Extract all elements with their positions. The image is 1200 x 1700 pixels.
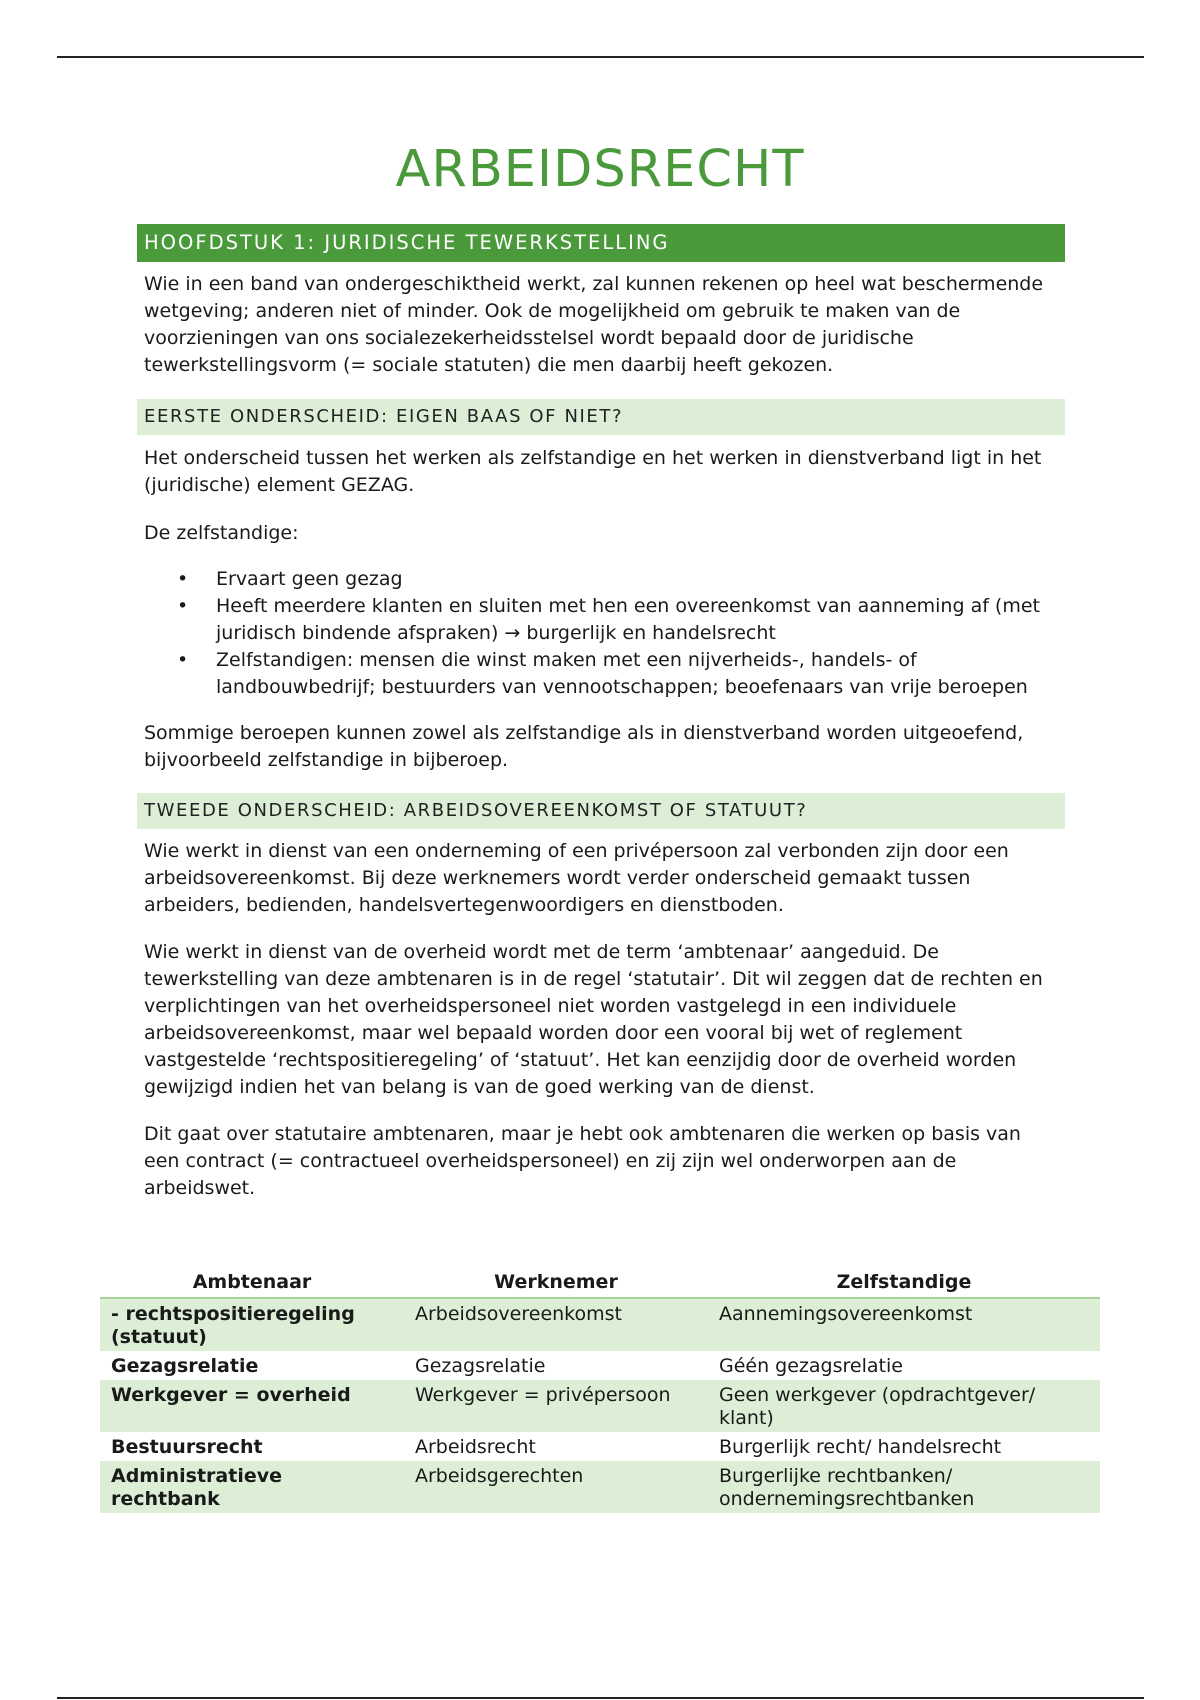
paragraph-ambtenaar: Wie werkt in dienst van de overheid wordt met de term ‘ambtenaar’ aangeduid. De tewerkstelling van deze ambtenaren is in de regel ‘statutair’. Dit wil zeggen dat de rechten en verplichtingen van het overheidspersoneel niet worden vastgelegd in een individuele arbeidsovereenkomst, maar wel bepaald worden door een vooral bij wet of reglement vastgestelde ‘rechtspositieregeling’ of ‘statuut’. Het kan eenzijdig door de overheid worden gewijzigd indien het van belang is van de goed werking van de dienst.	[144, 941, 1043, 1098]
table-cell: Arbeidsgerechten	[404, 1461, 708, 1513]
table-cell: Gezagsrelatie	[415, 1355, 546, 1377]
top-rule	[57, 56, 1144, 58]
section-heading-eerste-onderscheid: EERSTE ONDERSCHEID: EIGEN BAAS OF NIET?	[137, 399, 1065, 435]
table-row	[100, 1351, 1100, 1380]
table-cell: Werkgever = overheid	[100, 1380, 404, 1432]
table-row	[100, 1298, 1100, 1351]
table-cell: Administratieve rechtbank	[100, 1461, 404, 1513]
table-cell: Arbeidsovereenkomst	[404, 1298, 708, 1351]
table-cell: - rechtspositieregeling (statuut)	[100, 1298, 404, 1351]
list-item: • Ervaart geen gezag	[137, 566, 1065, 593]
list-item: • Zelfstandigen: mensen die winst maken met een nijverheids-, handels- of landbouwbedrijf; bestuurders van vennootschappen; beoefenaars van vrije beroepen	[137, 647, 1065, 701]
table-cell: Aannemingsovereenkomst	[708, 1298, 1100, 1351]
column-header-werknemer: Werknemer	[404, 1267, 708, 1298]
section-heading-tweede-onderscheid: TWEEDE ONDERSCHEID: ARBEIDSOVEREENKOMST OF STATUUT?	[137, 793, 1065, 829]
chapter-heading: HOOFDSTUK 1: JURIDISCHE TEWERKSTELLING	[137, 224, 1065, 262]
paragraph-zelfstandige-label: De zelfstandige:	[144, 522, 299, 544]
table-cell: Werkgever = privépersoon	[404, 1380, 708, 1432]
column-header-zelfstandige: Zelfstandige	[708, 1267, 1100, 1298]
paragraph-statutaire-ambtenaren: Dit gaat over statutaire ambtenaren, maar je hebt ook ambtenaren die werken op basis van een contract (= contractueel overheidspersoneel) en zij zijn wel onderworpen aan de arbeidswet.	[144, 1123, 1021, 1199]
table-cell: Burgerlijke rechtbanken/ ondernemingsrechtbanken	[708, 1461, 1100, 1513]
table-cell: Arbeidsrecht	[415, 1436, 536, 1458]
column-header-ambtenaar: Ambtenaar	[100, 1267, 404, 1298]
table-cell: Geen werkgever (opdrachtgever/ klant)	[708, 1380, 1100, 1432]
zelfstandige-bullet-list	[137, 566, 1065, 701]
paragraph-bijberoep: Sommige beroepen kunnen zowel als zelfstandige als in dienstverband worden uitgeoefend, bijvoorbeeld zelfstandige in bijberoep.	[144, 722, 1024, 771]
table-cell: Burgerlijk recht/ handelsrecht	[719, 1436, 1002, 1458]
table-row	[100, 1432, 1100, 1461]
document-body	[137, 224, 1065, 1202]
chapter-intro-paragraph: Wie in een band van ondergeschiktheid werkt, zal kunnen rekenen op heel wat beschermende wetgeving; anderen niet of minder. Ook de mogelijkheid om gebruik te maken van de voorzieningen van ons socialezekerheidsstelsel wordt bepaald door de juridische tewerkstellingsvorm (= sociale statuten) die men daarbij heeft gekozen.	[144, 273, 1044, 376]
paragraph-arbeidsovereenkomst: Wie werkt in dienst van een onderneming of een privépersoon zal verbonden zijn door een arbeidsovereenkomst. Bij deze werknemers wordt verder onderscheid gemaakt tussen arbeiders, bedienden, handelsvertegenwoordigers en dienstboden.	[144, 840, 1009, 916]
table-cell: Bestuursrecht	[111, 1436, 263, 1458]
table-cell: Géén gezagsrelatie	[719, 1355, 903, 1377]
paragraph-gezag: Het onderscheid tussen het werken als zelfstandige en het werken in dienstverband ligt in het (juridische) element GEZAG.	[144, 447, 1042, 496]
table-header-row	[100, 1267, 1100, 1298]
table-row	[100, 1461, 1100, 1513]
comparison-table	[100, 1267, 1100, 1513]
document-title: ARBEIDSRECHT	[395, 140, 805, 199]
list-item: • Heeft meerdere klanten en sluiten met hen een overeenkomst van aanneming af (met juridisch bindende afspraken) → burgerlijk en handelsrecht	[137, 593, 1065, 647]
table-row	[100, 1380, 1100, 1432]
bottom-rule	[57, 1697, 1144, 1699]
table-cell: Gezagsrelatie	[111, 1355, 259, 1377]
